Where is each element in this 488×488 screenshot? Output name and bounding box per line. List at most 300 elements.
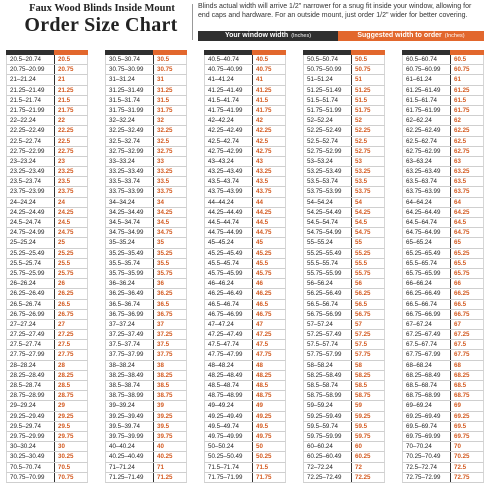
order-width-cell: 30.25 xyxy=(58,453,74,461)
order-width-cell: 61 xyxy=(454,76,461,84)
window-width-cell: 26.5–26.74 xyxy=(7,300,55,309)
window-width-cell: 62.25–62.49 xyxy=(403,126,451,135)
table-row xyxy=(204,350,286,360)
order-width-cell: 32.75 xyxy=(157,147,173,155)
table-row xyxy=(204,147,286,157)
table-row xyxy=(402,391,484,401)
order-width-cell: 21.5 xyxy=(58,96,71,104)
order-width-cell: 38.5 xyxy=(157,382,170,389)
window-width-cell: 44–44.24 xyxy=(205,198,253,207)
order-width-cell: 67 xyxy=(454,320,461,328)
order-width-cell: 36 xyxy=(157,280,164,288)
order-width-cell: 44.5 xyxy=(256,219,269,226)
window-width-cell: 33.5–33.74 xyxy=(106,177,154,186)
table-row xyxy=(303,65,385,75)
table-row xyxy=(6,167,88,177)
table-row xyxy=(204,330,286,340)
window-width-cell: 33–33.24 xyxy=(106,157,154,166)
table-row xyxy=(6,228,88,238)
order-width-cell: 21 xyxy=(58,76,65,84)
table-row xyxy=(402,300,484,310)
window-width-cell: 58.75–58.99 xyxy=(304,391,352,400)
order-width-cell: 28 xyxy=(58,361,65,369)
table-row xyxy=(6,473,88,483)
table-row xyxy=(105,126,187,136)
table-row xyxy=(204,340,286,350)
table-row xyxy=(402,422,484,432)
order-width-cell: 30.75 xyxy=(157,66,173,74)
table-row xyxy=(105,391,187,401)
order-width-cell: 27.75 xyxy=(58,351,74,359)
window-width-cell: 26–26.24 xyxy=(7,279,55,288)
window-width-cell: 64.5–64.74 xyxy=(403,218,451,227)
table-row xyxy=(6,401,88,411)
window-width-cell: 63.25–63.49 xyxy=(403,167,451,176)
order-width-cell: 58 xyxy=(355,361,362,369)
table-row xyxy=(6,320,88,330)
table-row xyxy=(204,463,286,473)
table-row xyxy=(204,452,286,462)
table-row xyxy=(105,137,187,147)
table-row xyxy=(402,381,484,391)
order-width-cell: 25.75 xyxy=(58,269,74,277)
table-row xyxy=(105,473,187,483)
order-width-cell: 21.25 xyxy=(58,86,74,94)
table-row xyxy=(6,422,88,432)
window-width-cell: 67.25–67.49 xyxy=(403,330,451,339)
window-width-cell: 41.5–41.74 xyxy=(205,96,253,105)
note-fraction-2: 1/2" xyxy=(376,12,389,19)
order-width-cell: 70.25 xyxy=(454,453,470,461)
table-row xyxy=(105,177,187,187)
table-row xyxy=(204,259,286,269)
order-width-cell: 70.5 xyxy=(58,463,71,471)
window-width-cell: 54.5–54.74 xyxy=(304,218,352,227)
order-width-cell: 65.75 xyxy=(454,269,470,277)
window-width-cell: 59.25–59.49 xyxy=(304,412,352,421)
window-width-cell: 40.75–40.99 xyxy=(205,65,253,74)
window-width-cell: 61.75–61.99 xyxy=(403,106,451,115)
window-width-cell: 32.25–32.49 xyxy=(106,126,154,135)
order-width-cell: 54.75 xyxy=(355,229,371,237)
window-width-cell: 25–25.24 xyxy=(7,238,55,247)
window-width-cell: 66.75–66.99 xyxy=(403,310,451,319)
window-width-cell: 35–35.24 xyxy=(106,238,154,247)
order-width-cell: 47.25 xyxy=(256,331,272,339)
table-row xyxy=(105,96,187,106)
table-row xyxy=(6,463,88,473)
window-width-cell: 37.5–37.74 xyxy=(106,340,154,349)
window-width-cell: 51–51.24 xyxy=(304,75,352,84)
window-width-cell: 69.5–69.74 xyxy=(403,422,451,431)
window-width-cell: 23.75–23.99 xyxy=(7,187,55,196)
window-width-cell: 34.5–34.74 xyxy=(106,218,154,227)
order-width-cell: 20.75 xyxy=(58,66,74,74)
order-width-cell: 69.75 xyxy=(454,432,470,440)
order-width-cell: 56.5 xyxy=(355,300,368,308)
table-row xyxy=(6,249,88,259)
window-width-cell: 54–54.24 xyxy=(304,198,352,207)
window-width-cell: 69.75–69.99 xyxy=(403,432,451,441)
table-row xyxy=(402,147,484,157)
table-row xyxy=(6,432,88,442)
table-row xyxy=(6,86,88,96)
window-width-cell: 22.25–22.49 xyxy=(7,126,55,135)
table-row xyxy=(402,86,484,96)
window-width-cell: 62–62.24 xyxy=(403,116,451,125)
table-row xyxy=(105,167,187,177)
order-width-cell: 27.25 xyxy=(58,331,74,339)
order-width-cell: 72.25 xyxy=(355,473,371,481)
order-width-cell: 35.75 xyxy=(157,269,173,277)
table-row xyxy=(303,238,385,248)
window-width-cell: 71.75–71.99 xyxy=(205,473,253,482)
order-width-cell: 40.5 xyxy=(256,56,269,63)
window-width-cell: 70.75–70.99 xyxy=(7,473,55,482)
table-row xyxy=(204,269,286,279)
window-width-cell: 31.5–31.74 xyxy=(106,96,154,105)
note-part-1: Blinds actual width will arrive xyxy=(198,3,288,10)
table-row xyxy=(204,116,286,126)
window-width-cell: 59.5–59.74 xyxy=(304,422,352,431)
table-row xyxy=(303,473,385,483)
order-width-cell: 23.5 xyxy=(58,178,71,186)
table-row xyxy=(402,432,484,442)
table-row xyxy=(402,330,484,340)
order-width-cell: 66.75 xyxy=(454,310,470,318)
table-row xyxy=(303,432,385,442)
table-row xyxy=(204,157,286,167)
table-row xyxy=(105,228,187,238)
table-row xyxy=(105,463,187,473)
order-width-cell: 31.25 xyxy=(157,86,173,94)
table-row xyxy=(204,75,286,85)
order-width-cell: 53.5 xyxy=(355,178,368,186)
table-row xyxy=(402,126,484,136)
note-part-2: narrower for a snug fit inside your window, allowing for end caps and hardware. For an outside mount, just order xyxy=(198,3,472,19)
legend-suggested-width xyxy=(338,31,484,41)
order-width-cell: 72 xyxy=(355,463,362,471)
order-width-cell: 51.75 xyxy=(355,106,371,114)
order-width-cell: 46.5 xyxy=(256,300,269,308)
table-row xyxy=(303,218,385,228)
window-width-cell: 53.5–53.74 xyxy=(304,177,352,186)
order-width-cell: 42.25 xyxy=(256,127,272,135)
order-width-cell: 53.75 xyxy=(355,188,371,196)
window-width-cell: 57.25–57.49 xyxy=(304,330,352,339)
table-row xyxy=(204,473,286,483)
table-row xyxy=(105,432,187,442)
window-width-cell: 28.25–28.49 xyxy=(7,371,55,380)
window-width-cell: 25.75–25.99 xyxy=(7,269,55,278)
order-width-cell: 59.5 xyxy=(355,422,368,430)
table-row xyxy=(105,350,187,360)
window-width-cell: 32.5–32.74 xyxy=(106,137,154,146)
table-row xyxy=(6,157,88,167)
table-row xyxy=(402,473,484,483)
window-width-cell: 30–30.24 xyxy=(7,442,55,451)
window-width-cell: 49–49.24 xyxy=(205,401,253,410)
window-width-cell: 50.5–50.74 xyxy=(304,55,352,64)
order-width-cell: 42.5 xyxy=(256,137,269,145)
size-table xyxy=(6,50,484,488)
table-row xyxy=(105,381,187,391)
window-width-cell: 44.5–44.74 xyxy=(205,218,253,227)
order-width-cell: 39.5 xyxy=(157,422,170,430)
window-width-cell: 27–27.24 xyxy=(7,320,55,329)
legend-suggested-width-label: Suggested width to order xyxy=(357,32,442,39)
window-width-cell: 57–57.24 xyxy=(304,320,352,329)
table-row xyxy=(303,96,385,106)
order-width-cell: 65 xyxy=(454,239,461,247)
window-width-cell: 33.25–33.49 xyxy=(106,167,154,176)
window-width-cell: 61–61.24 xyxy=(403,75,451,84)
order-width-cell: 37.5 xyxy=(157,341,170,349)
order-width-cell: 48.25 xyxy=(256,371,272,379)
order-width-cell: 48 xyxy=(256,361,263,369)
window-width-cell: 60.75–60.99 xyxy=(403,65,451,74)
order-width-cell: 37.75 xyxy=(157,351,173,359)
order-width-cell: 28.5 xyxy=(58,382,71,389)
sizing-note xyxy=(198,2,484,20)
order-width-cell: 40.25 xyxy=(157,453,173,461)
table-row xyxy=(303,106,385,116)
order-width-cell: 35.5 xyxy=(157,259,170,267)
table-row xyxy=(6,147,88,157)
window-width-cell: 56.25–56.49 xyxy=(304,289,352,298)
table-row xyxy=(204,137,286,147)
window-width-cell: 43.5–43.74 xyxy=(205,177,253,186)
order-width-cell: 24.5 xyxy=(58,219,71,226)
order-width-cell: 49 xyxy=(256,402,263,410)
table-row xyxy=(402,361,484,371)
window-width-cell: 27.25–27.49 xyxy=(7,330,55,339)
order-width-cell: 24 xyxy=(58,198,65,206)
order-width-cell: 50 xyxy=(256,443,263,451)
order-width-cell: 61.75 xyxy=(454,106,470,114)
window-width-cell: 36.5–36.74 xyxy=(106,300,154,309)
order-width-cell: 68.5 xyxy=(454,382,467,389)
table-row xyxy=(303,391,385,401)
window-width-cell: 71–71.24 xyxy=(106,463,154,472)
window-width-cell: 72.5–72.74 xyxy=(403,463,451,472)
table-row xyxy=(6,310,88,320)
table-row xyxy=(6,96,88,106)
order-width-cell: 41.5 xyxy=(256,96,269,104)
window-width-cell: 58.5–58.74 xyxy=(304,381,352,390)
window-width-cell: 54.25–54.49 xyxy=(304,208,352,217)
order-width-cell: 41.75 xyxy=(256,106,272,114)
window-width-cell: 46–46.24 xyxy=(205,279,253,288)
table-row xyxy=(6,289,88,299)
window-width-cell: 41.75–41.99 xyxy=(205,106,253,115)
order-width-cell: 52.5 xyxy=(355,137,368,145)
order-width-cell: 61.5 xyxy=(454,96,467,104)
table-row xyxy=(204,289,286,299)
table-row xyxy=(402,177,484,187)
table-row xyxy=(303,116,385,126)
order-width-cell: 27.5 xyxy=(58,341,71,349)
order-width-cell: 54.5 xyxy=(355,219,368,226)
table-row xyxy=(204,300,286,310)
legend-window-width-label: Your window width xyxy=(224,32,289,39)
table-row xyxy=(204,432,286,442)
table-row xyxy=(105,279,187,289)
order-width-cell: 27 xyxy=(58,320,65,328)
window-width-cell: 70–70.24 xyxy=(403,442,451,451)
order-width-cell: 32.5 xyxy=(157,137,170,145)
order-width-cell: 71.25 xyxy=(157,473,173,481)
order-width-cell: 63 xyxy=(454,157,461,165)
order-width-cell: 55.25 xyxy=(355,249,371,257)
order-width-cell: 62.5 xyxy=(454,137,467,145)
table-row xyxy=(303,126,385,136)
window-width-cell: 56.75–56.99 xyxy=(304,310,352,319)
window-width-cell: 44.25–44.49 xyxy=(205,208,253,217)
order-width-cell: 60.75 xyxy=(454,66,470,74)
table-row xyxy=(303,249,385,259)
order-width-cell: 44.25 xyxy=(256,208,272,216)
window-width-cell: 27.75–27.99 xyxy=(7,350,55,359)
size-column xyxy=(204,50,286,483)
order-width-cell: 69 xyxy=(454,402,461,410)
order-width-cell: 58.75 xyxy=(355,392,371,400)
table-row xyxy=(303,86,385,96)
table-row xyxy=(105,340,187,350)
order-width-cell: 44.75 xyxy=(256,229,272,237)
order-width-cell: 46.25 xyxy=(256,290,272,298)
window-width-cell: 20.75–20.99 xyxy=(7,65,55,74)
legend-suggested-width-unit: (Inches) xyxy=(444,33,465,39)
window-width-cell: 57.5–57.74 xyxy=(304,340,352,349)
window-width-cell: 24.25–24.49 xyxy=(7,208,55,217)
order-width-cell: 33 xyxy=(157,157,164,165)
table-row xyxy=(402,340,484,350)
order-width-cell: 65.5 xyxy=(454,259,467,267)
order-width-cell: 43 xyxy=(256,157,263,165)
window-width-cell: 52.5–52.74 xyxy=(304,137,352,146)
table-row xyxy=(303,187,385,197)
window-width-cell: 21.5–21.74 xyxy=(7,96,55,105)
table-row xyxy=(105,187,187,197)
order-width-cell: 29.75 xyxy=(58,432,74,440)
window-width-cell: 56.5–56.74 xyxy=(304,300,352,309)
order-width-cell: 48.75 xyxy=(256,392,272,400)
table-row xyxy=(402,228,484,238)
window-width-cell: 21.75–21.99 xyxy=(7,106,55,115)
order-width-cell: 59.75 xyxy=(355,432,371,440)
window-width-cell: 54.75–54.99 xyxy=(304,228,352,237)
order-width-cell: 47.75 xyxy=(256,351,272,359)
order-width-cell: 57.5 xyxy=(355,341,368,349)
window-width-cell: 49.25–49.49 xyxy=(205,412,253,421)
table-row xyxy=(204,249,286,259)
order-width-cell: 42 xyxy=(256,117,263,125)
window-width-cell: 26.25–26.49 xyxy=(7,289,55,298)
window-width-cell: 61.25–61.49 xyxy=(403,86,451,95)
window-width-cell: 23.25–23.49 xyxy=(7,167,55,176)
window-width-cell: 45.75–45.99 xyxy=(205,269,253,278)
window-width-cell: 25.25–25.49 xyxy=(7,249,55,258)
table-row xyxy=(402,75,484,85)
window-width-cell: 40.25–40.49 xyxy=(106,452,154,461)
order-width-cell: 53 xyxy=(355,157,362,165)
order-width-cell: 69.25 xyxy=(454,412,470,420)
order-width-cell: 66.5 xyxy=(454,300,467,308)
window-width-cell: 25.5–25.74 xyxy=(7,259,55,268)
table-row xyxy=(6,330,88,340)
table-row xyxy=(105,218,187,228)
window-width-cell: 63.75–63.99 xyxy=(403,187,451,196)
table-row xyxy=(105,412,187,422)
order-width-cell: 52.25 xyxy=(355,127,371,135)
table-row xyxy=(402,106,484,116)
window-width-cell: 22.5–22.74 xyxy=(7,137,55,146)
table-row xyxy=(204,126,286,136)
order-width-cell: 50.5 xyxy=(355,56,368,63)
table-row xyxy=(105,208,187,218)
window-width-cell: 28.5–28.74 xyxy=(7,381,55,390)
window-width-cell: 70.25–70.49 xyxy=(403,452,451,461)
window-width-cell: 36.25–36.49 xyxy=(106,289,154,298)
order-width-cell: 62.25 xyxy=(454,127,470,135)
window-width-cell: 35.25–35.49 xyxy=(106,249,154,258)
table-row xyxy=(105,157,187,167)
order-width-cell: 60 xyxy=(355,443,362,451)
window-width-cell: 62.5–62.74 xyxy=(403,137,451,146)
table-row xyxy=(6,279,88,289)
table-row xyxy=(105,330,187,340)
table-row xyxy=(204,86,286,96)
window-width-cell: 29.5–29.74 xyxy=(7,422,55,431)
table-row xyxy=(105,401,187,411)
table-row xyxy=(402,320,484,330)
window-width-cell: 51.75–51.99 xyxy=(304,106,352,115)
window-width-cell: 67–67.24 xyxy=(403,320,451,329)
order-width-cell: 45.75 xyxy=(256,269,272,277)
table-row xyxy=(105,320,187,330)
table-row xyxy=(105,147,187,157)
order-width-cell: 31.5 xyxy=(157,96,170,104)
order-width-cell: 39.75 xyxy=(157,432,173,440)
window-width-cell: 38.25–38.49 xyxy=(106,371,154,380)
note-part-3: wider for better covering. xyxy=(390,12,468,19)
order-width-cell: 40 xyxy=(157,443,164,451)
window-width-cell: 48.75–48.99 xyxy=(205,391,253,400)
window-width-cell: 48.5–48.74 xyxy=(205,381,253,390)
order-width-cell: 33.75 xyxy=(157,188,173,196)
table-row xyxy=(402,259,484,269)
table-row xyxy=(6,300,88,310)
order-width-cell: 22 xyxy=(58,117,65,125)
window-width-cell: 68.75–68.99 xyxy=(403,391,451,400)
table-row xyxy=(303,269,385,279)
table-row xyxy=(204,412,286,422)
order-width-cell: 68 xyxy=(454,361,461,369)
table-row xyxy=(303,330,385,340)
table-row xyxy=(6,371,88,381)
table-row xyxy=(402,65,484,75)
table-row xyxy=(402,452,484,462)
window-width-cell: 38–38.24 xyxy=(106,361,154,370)
order-width-cell: 38.75 xyxy=(157,392,173,400)
table-row xyxy=(303,177,385,187)
table-row xyxy=(204,371,286,381)
legend-window-width xyxy=(198,31,338,41)
table-row xyxy=(303,320,385,330)
table-row xyxy=(303,289,385,299)
table-row xyxy=(204,218,286,228)
